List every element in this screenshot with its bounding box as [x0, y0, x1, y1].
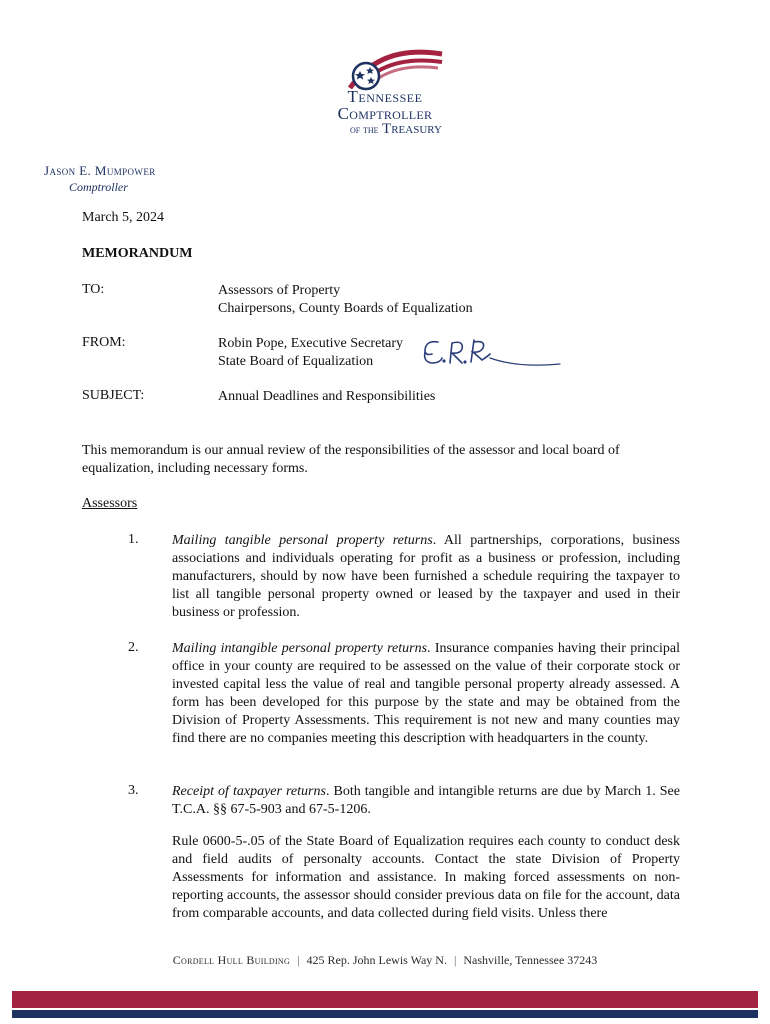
from-line-1: Robin Pope, Executive Secretary: [218, 336, 404, 351]
logo-line-tennessee: Tennessee: [347, 87, 423, 106]
subject-label: SUBJECT:: [82, 388, 145, 403]
logo-wordmark: [310, 88, 460, 137]
footer-separator: |: [297, 953, 300, 967]
to-label: TO:: [82, 282, 105, 297]
footer-building: Cordell Hull Building: [172, 953, 291, 967]
comptroller-logo: [310, 44, 460, 148]
item-title: Mailing tangible personal property returns: [172, 533, 433, 548]
footer-band-red: [12, 991, 758, 1008]
item-body: . All partnerships, corporations, business associations and individuals operating for profit as a business or profession, including manufacturers, should by now have been furnished a schedule requiring the taxpayer to list all tangible personal property owned or leased by the taxpayer and used in their business or profession.: [172, 533, 680, 620]
from-line-2: State Board of Equalization: [218, 354, 374, 369]
subject-value: Annual Deadlines and Responsibilities: [218, 389, 436, 404]
official-title: Comptroller: [69, 180, 128, 194]
signature-image: [418, 334, 568, 372]
logo-line-comptroller: Comptroller: [337, 104, 433, 123]
item-number: 1.: [128, 532, 139, 547]
item-title: Receipt of taxpayer returns: [172, 784, 326, 799]
footer-separator: |: [453, 953, 457, 967]
to-recipients: [218, 282, 473, 318]
footer-address: [0, 953, 770, 968]
item-body: . Both tangible and intangible returns are due by March 1. See T.C.A. §§ 67-5-903 and 67-5-1206.: [172, 784, 680, 817]
section-heading-assessors: Assessors: [82, 496, 138, 511]
memo-date: March 5, 2024: [82, 210, 165, 225]
to-line-2: Chairpersons, County Boards of Equalization: [218, 301, 473, 316]
logo-treasury: Treasury: [382, 121, 442, 137]
official-name: Jason E. Mumpower: [44, 163, 156, 178]
from-sender: [218, 335, 403, 371]
official-block: [44, 163, 156, 195]
logo-of-the: of the: [350, 124, 379, 136]
list-item: [172, 640, 680, 748]
logo-line-treasury: [310, 122, 460, 137]
intro-paragraph: This memorandum is our annual review of the responsibilities of the assessor and local board of equalization, including necessary forms.: [82, 443, 620, 476]
footer-street: 425 Rep. John Lewis Way N.: [306, 953, 447, 967]
footer-band-blue: [12, 1010, 758, 1018]
from-label: FROM:: [82, 335, 126, 350]
list-item: [172, 783, 680, 819]
to-line-1: Assessors of Property: [218, 283, 341, 298]
memo-title: MEMORANDUM: [82, 246, 193, 261]
item-paragraph: Rule 0600-5-.05 of the State Board of Equalization requires each county to conduct desk and field audits of personalty accounts. Contact the state Division of Property Assessments for information and assistance. In making forced assessments on non-reporting accounts, the assessor should consider previous data on file for the account, data from comparable accounts, and data collected during field visits. Unless there: [172, 834, 680, 921]
item-title: Mailing intangible personal property returns: [172, 641, 428, 656]
list-item: [172, 532, 680, 622]
item-number: 2.: [128, 640, 139, 655]
footer-city: Nashville, Tennessee 37243: [463, 953, 598, 967]
item-body: . Insurance companies having their principal office in your county are required to be assessed on the value of their corporate stock or invested capital less the value of real and tangible personal property already assessed. A form has been developed for this purpose by the state and may be obtained from the Division of Property Assessments. This requirement is not new and many counties may find there are no companies meeting this description with headquarters in the county.: [172, 641, 680, 746]
item-number: 3.: [128, 783, 139, 798]
